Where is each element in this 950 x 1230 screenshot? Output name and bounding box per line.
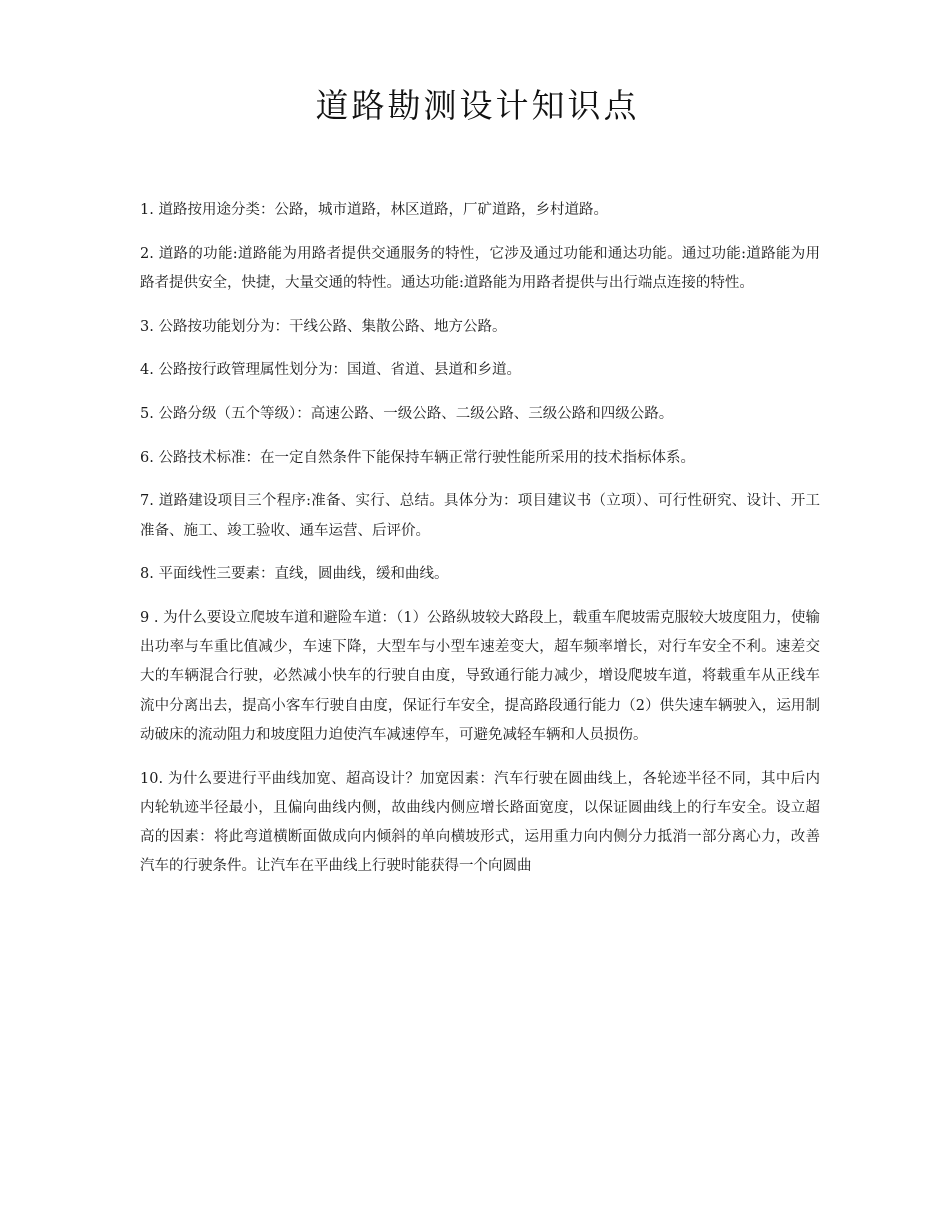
document-body xyxy=(140,196,820,896)
page-title: 道路勘测设计知识点 xyxy=(315,86,640,125)
list-item: 2. 道路的功能:道路能为用路者提供交通服务的特性，它涉及通过功能和通达功能。通过功能:道路能为用路者提供安全，快捷，大量交通的特性。通达功能:道路能为用路者提供与出行端点连接的特性。 xyxy=(140,245,820,291)
list-item: 10. 为什么要进行平曲线加宽、超高设计？加宽因素：汽车行驶在圆曲线上，各轮迹半径不同，其中后内内轮轨迹半径最小，且偏向曲线内侧，故曲线内侧应增长路面宽度，以保证圆曲线上的行车安全。设立超高的因素：将此弯道横断面做成向内倾斜的单向横坡形式，运用重力向内侧分力抵消一部分离心力，改善汽车的行驶条件。让汽车在平曲线上行驶时能获得一个向圆曲 xyxy=(140,770,820,875)
list-item: 4. 公路按行政管理属性划分为：国道、省道、县道和乡道。 xyxy=(140,362,521,379)
list-item: 1. 道路按用途分类：公路，城市道路，林区道路，厂矿道路，乡村道路。 xyxy=(140,202,608,218)
list-item: 8. 平面线性三要素：直线，圆曲线，缓和曲线。 xyxy=(140,566,449,583)
list-item: 7. 道路建设项目三个程序:准备、实行、总结。具体分为：项目建议书（立项）、可行性研究、设计、开工准备、施工、竣工验收、通车运营、后评价。 xyxy=(140,493,820,539)
list-item: 6. 公路技术标准：在一定自然条件下能保持车辆正常行驶性能所采用的技术指标体系。 xyxy=(140,449,695,466)
list-item: 5. 公路分级（五个等级）：高速公路、一级公路、二级公路、三级公路和四级公路。 xyxy=(140,406,674,423)
list-item: 9 . 为什么要设立爬坡车道和避险车道：（1）公路纵坡较大路段上，载重车爬坡需克服较大坡度阻力，使输出功率与车重比值减少，车速下降，大型车与小型车速差变大，超车频率增长，对行车安全不利。速差交大的车辆混合行驶，必然减小快车的行驶自由度，导致通行能力减少，增设爬坡车道，将载重车从正线车流中分离出去，提高小客车行驶自由度，保证行车安全，提高路段通行能力（2）供失速车辆驶入，运用制动破床的流动阻力和坡度阻力迫使汽车减速停车，可避免减轻车辆和人员损伤。 xyxy=(140,610,820,743)
list-item: 3. 公路按功能划分为：干线公路、集散公路、地方公路。 xyxy=(140,318,507,335)
